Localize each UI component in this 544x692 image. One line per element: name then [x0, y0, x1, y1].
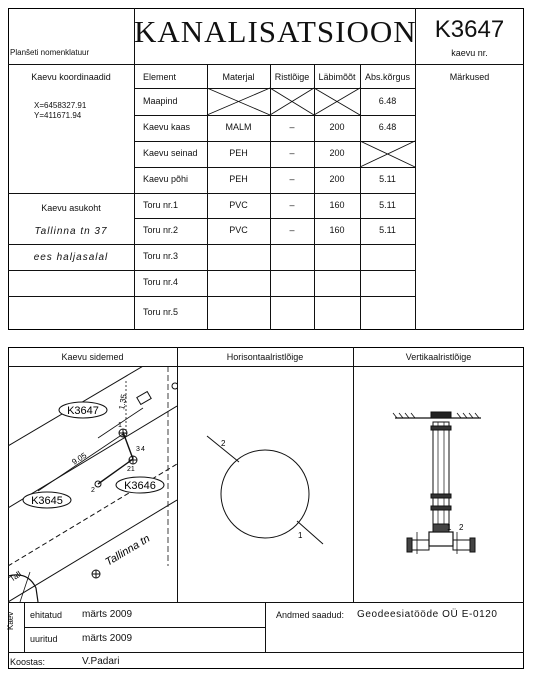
table-cell-element: Toru nr.1: [143, 200, 179, 210]
header-section: Ristlõige: [274, 72, 310, 82]
data-source-label: Andmed saadud:: [276, 610, 345, 620]
horizontal-section: [177, 366, 353, 602]
table-cell-diameter: 200: [329, 148, 345, 158]
sketch-num: 21: [127, 466, 135, 473]
nomenclature-label: Planšeti nomenklatuur: [10, 48, 90, 57]
table-cell-height: 6.48: [378, 96, 397, 106]
built-label: ehitatud: [30, 610, 63, 620]
well-code: K3647: [434, 16, 505, 43]
table-cell-element: Toru nr.3: [143, 251, 179, 261]
surveyed-label: uuritud: [30, 634, 58, 644]
table-cell-element: Kaevu seinad: [143, 148, 198, 158]
table-cell-element: Toru nr.4: [143, 277, 179, 287]
sketch-well-main: K3647: [67, 405, 99, 417]
vertical-pipe-label: 1: [447, 523, 452, 532]
divider: [8, 602, 524, 603]
pipe-label: 2: [221, 439, 226, 448]
sketch-well-b: K3646: [124, 480, 156, 492]
divider: [265, 602, 266, 652]
panel-title-sidemed: Kaevu sidemed: [61, 352, 124, 362]
built-date: märts 2009: [82, 609, 133, 620]
sketch-street: Tallinna tn: [103, 532, 153, 569]
shaft: [433, 422, 449, 532]
header-diameter: Läbimõõt: [318, 72, 356, 82]
table-cell-height: 5.11: [379, 174, 396, 184]
table-cell-element: Toru nr.5: [143, 307, 179, 317]
table-cell-material: MALM: [225, 122, 252, 132]
pipe-label: 1: [298, 531, 303, 540]
sketch-street-short: Tall: [8, 569, 23, 584]
sketch-dist-1: 1.35: [117, 393, 129, 411]
panel-title-horizontal: Horisontaalristlõige: [226, 352, 304, 362]
well-code-label: kaevu nr.: [451, 48, 488, 58]
table-cell-element: Toru nr.2: [143, 225, 179, 235]
table-cell-material: PEH: [229, 174, 248, 184]
header-height: Abs.kõrgus: [364, 72, 411, 82]
table-cell-height: 5.11: [379, 225, 396, 235]
location-label: Kaevu asukoht: [41, 203, 101, 213]
sketch-well-a: K3645: [31, 495, 63, 507]
table-cell-section: –: [289, 122, 295, 132]
crossed-cells: [0, 0, 544, 330]
table-cell-diameter: 200: [329, 122, 345, 132]
coordinates-label: Kaevu koordinaadid: [31, 72, 111, 82]
table-cell-diameter: 160: [329, 225, 345, 235]
table-cell-height: 6.48: [378, 122, 397, 132]
author-label: Koostas:: [10, 657, 46, 667]
location-line-2: ees haljasalal: [33, 252, 109, 263]
divider: [8, 652, 524, 653]
sketch-num: 1: [118, 422, 122, 429]
well-cross-section: [221, 450, 309, 538]
table-cell-section: –: [289, 148, 295, 158]
coordinate-x: X=6458327.91: [34, 101, 87, 110]
table-cell-element: Kaevu kaas: [143, 122, 191, 132]
table-cell-element: Maapind: [143, 96, 178, 106]
table-cell-section: –: [289, 200, 295, 210]
coordinate-y: Y=411671.94: [34, 111, 82, 120]
header-notes: Märkused: [449, 72, 490, 82]
data-source-value: Geodeesiatööde OÜ E-0120: [357, 609, 498, 620]
table-cell-height: 5.11: [379, 200, 396, 210]
table-cell-material: PVC: [229, 200, 248, 210]
sketch-dist-2: 9.05: [70, 450, 89, 467]
table-cell-material: PVC: [229, 225, 248, 235]
page-title: KANALISATSIOON: [134, 14, 417, 49]
author-value: V.Padari: [82, 656, 120, 667]
vertical-pipe-label: 2: [459, 523, 464, 532]
divider: [24, 627, 265, 628]
sketch-num: 4: [141, 446, 145, 453]
site-sketch: [8, 366, 177, 602]
table-cell-section: –: [289, 225, 295, 235]
table-cell-diameter: 160: [329, 200, 345, 210]
sketch-num: 2: [91, 487, 95, 494]
table-cell-section: –: [289, 174, 295, 184]
table-cell-element: Kaevu põhi: [143, 174, 189, 184]
sketch-num: 3: [136, 446, 140, 453]
table-cell-material: PEH: [229, 148, 248, 158]
panel-title-vertical: Vertikaalristlõige: [405, 352, 472, 362]
kaev-label: Kaev: [6, 611, 15, 630]
divider: [24, 602, 25, 652]
location-line-1: Tallinna tn 37: [34, 226, 108, 237]
vertical-section: [353, 366, 524, 602]
header-element: Element: [143, 72, 177, 82]
header-material: Materjal: [222, 72, 255, 82]
table-cell-diameter: 200: [329, 174, 345, 184]
surveyed-date: märts 2009: [82, 633, 133, 644]
